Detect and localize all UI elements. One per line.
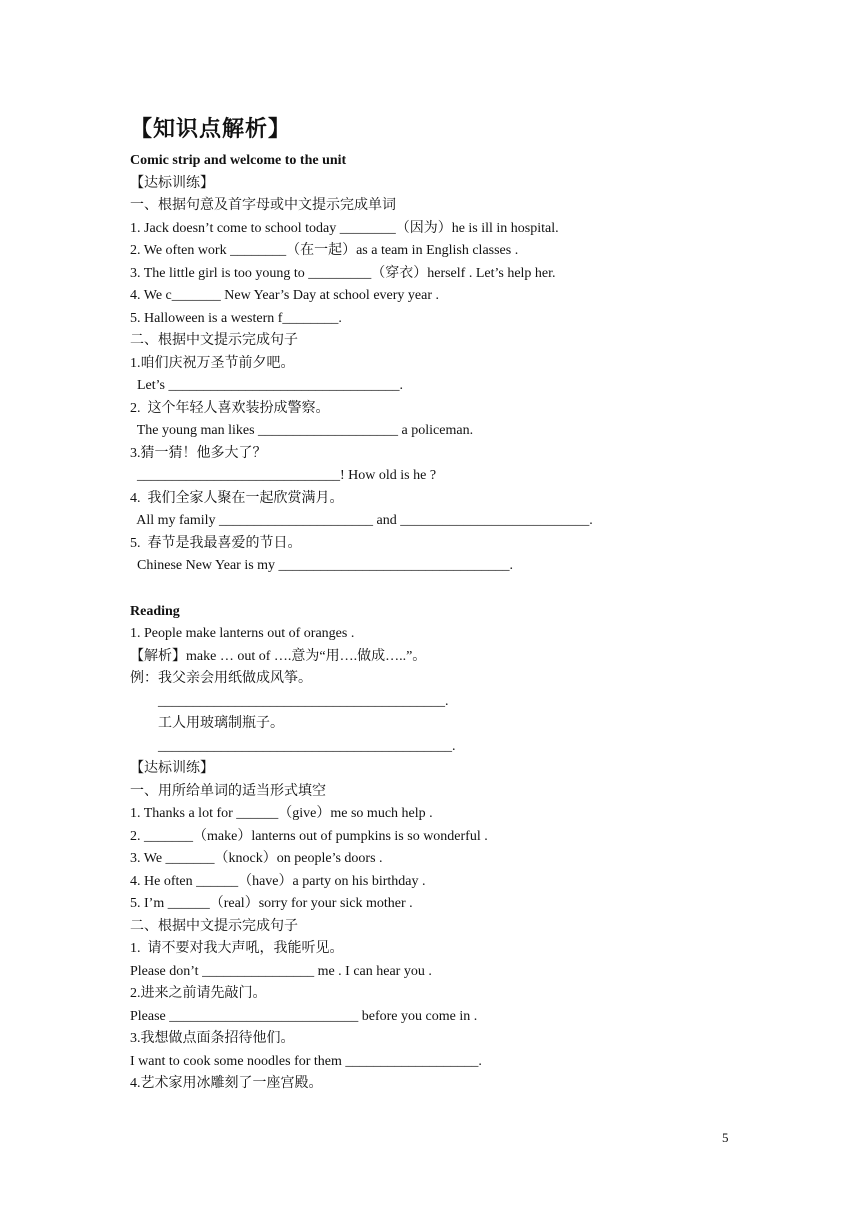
exercise-line: 3.猜一猜！他多大了？	[130, 446, 267, 461]
part-title: 二、根据中文提示完成句子	[130, 919, 298, 934]
exercise-line: 2. _______（make）lanterns out of pumpkins is so wonderful .	[130, 829, 488, 844]
exercise-line: 3.我想做点面条招待他们。	[130, 1031, 295, 1046]
exercise-line: Please don’t ________________ me . I can hear you .	[130, 964, 432, 979]
exercise-line: 2.进来之前请先敲门。	[130, 986, 267, 1001]
section-title-reading: Reading	[130, 604, 180, 619]
exercise-line: 3. We _______（knock）on people’s doors .	[130, 851, 383, 866]
exercise-line: Let’s _________________________________.	[130, 378, 403, 393]
part-title: 一、用所给单词的适当形式填空	[130, 784, 326, 799]
exercise-line: 3. The little girl is too young to _________（穿衣）herself . Let’s help her.	[130, 266, 556, 281]
exercise-line: 5. 春节是我最喜爱的节日。	[130, 536, 302, 551]
exercise-line: 5. Halloween is a western f________.	[130, 311, 342, 326]
exercise-line: _____________________________! How old is he ?	[130, 468, 437, 483]
exercise-line: 4. 我们全家人聚在一起欣赏满月。	[130, 491, 344, 506]
exercise-line: The young man likes ____________________ a policeman.	[130, 423, 474, 438]
page-heading: 【知识点解析】	[130, 117, 292, 142]
exercise-line: 1.咱们庆祝万圣节前夕吧。	[130, 356, 295, 371]
exercise-line: 5. I’m ______（real）sorry for your sick mother .	[130, 896, 413, 911]
exercise-line: I want to cook some noodles for them ___________________.	[130, 1054, 482, 1069]
exercise-line: 【解析】make … out of ….意为“用….做成…..”。	[130, 649, 427, 664]
part-title: 一、根据句意及首字母或中文提示完成单词	[130, 198, 396, 213]
exercise-line: 2. We often work ________（在一起）as a team in English classes .	[130, 243, 519, 258]
exercise-line: 例：我父亲会用纸做成风筝。	[130, 671, 312, 686]
exercise-line: __________________________________________.	[130, 739, 456, 754]
exercise-line: 4.艺术家用冰雕刻了一座宫殿。	[130, 1076, 323, 1091]
page-number: 5	[722, 1130, 729, 1145]
exercise-line: 2. 这个年轻人喜欢装扮成警察。	[130, 401, 330, 416]
part-title: 二、根据中文提示完成句子	[130, 333, 298, 348]
exercise-line: 1. People make lanterns out of oranges .	[130, 626, 355, 641]
exercise-line: _________________________________________.	[130, 694, 449, 709]
exercise-line: 1. 请不要对我大声吼，我能听见。	[130, 941, 344, 956]
section-title-comic: Comic strip and welcome to the unit	[130, 153, 347, 168]
exercise-line: 1. Thanks a lot for ______（give）me so much help .	[130, 806, 433, 821]
exercise-line: 工人用玻璃制瓶子。	[130, 716, 284, 731]
practice-label: 【达标训练】	[130, 176, 214, 191]
exercise-line: All my family ______________________ and ___________________________.	[130, 513, 593, 528]
exercise-line: Please ___________________________ before you come in .	[130, 1009, 478, 1024]
practice-label: 【达标训练】	[130, 761, 214, 776]
exercise-line: 1. Jack doesn’t come to school today ________（因为）he is ill in hospital.	[130, 221, 559, 236]
exercise-line: 4. He often ______（have）a party on his birthday .	[130, 874, 426, 889]
exercise-line: Chinese New Year is my _________________________________.	[130, 558, 514, 573]
exercise-line: 4. We c_______ New Year’s Day at school every year .	[130, 288, 439, 303]
